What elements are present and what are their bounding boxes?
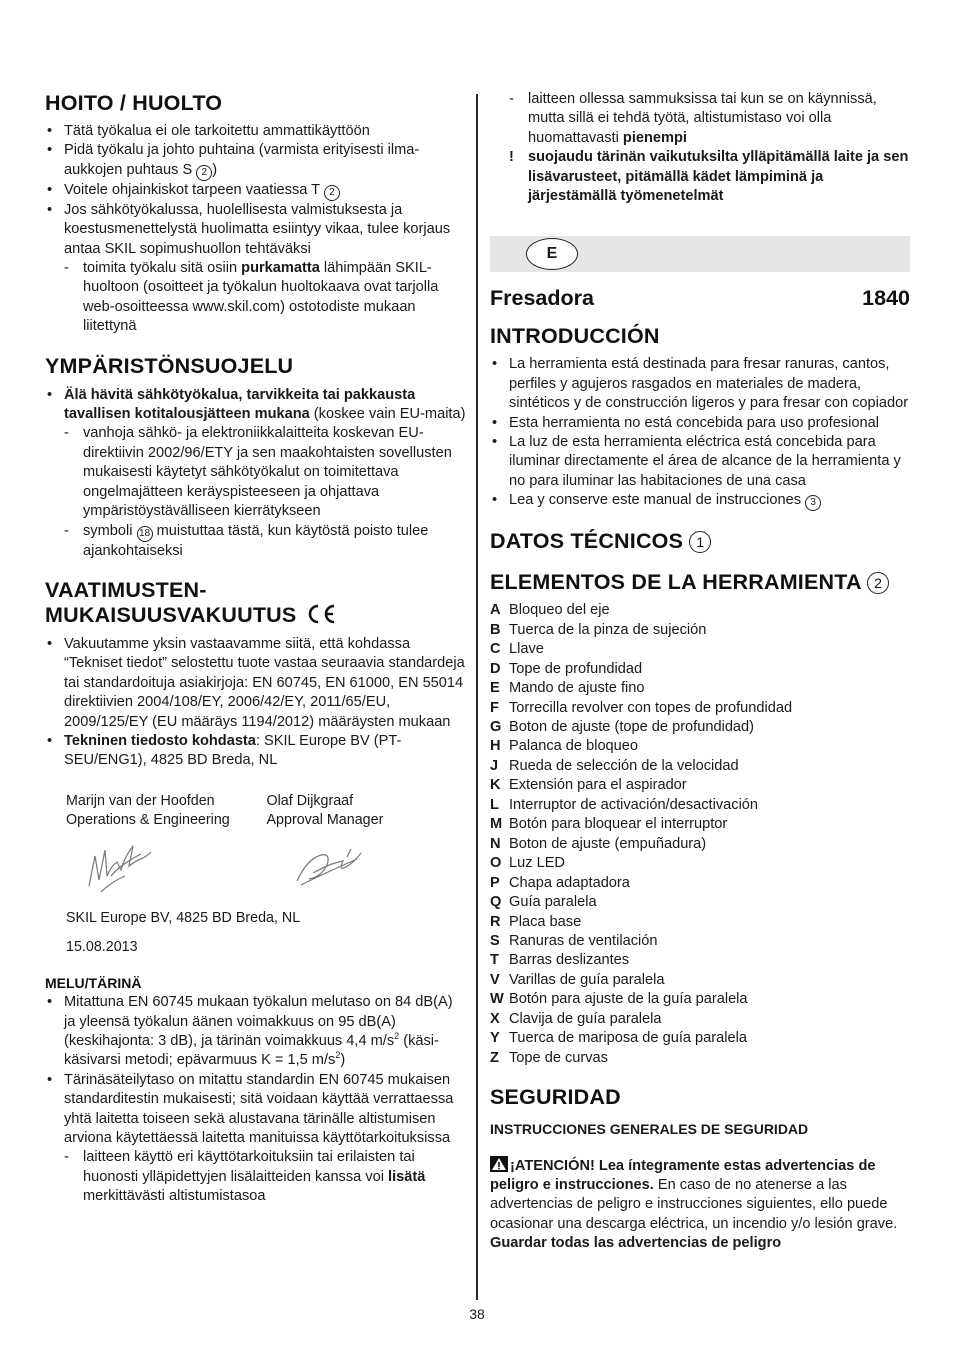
part-item [490, 601, 910, 620]
warning-triangle-icon [490, 1156, 508, 1172]
part-key: J [490, 757, 499, 774]
column-divider [476, 94, 478, 1300]
part-key: W [490, 991, 504, 1008]
part-key: P [490, 874, 500, 891]
part-label: Guía paralela [509, 894, 597, 911]
part-label: Luz LED [509, 855, 565, 872]
part-key: Q [490, 894, 502, 911]
signature-2-image [291, 843, 371, 893]
list-item: • Tärinäsäteilytaso on mitattu standardin EN 60745 mukaisen standarditestin mukaisesti; sitä voidaan käyttää verrattaessa yhtä laitetta toiseen sekä alustavana tärinälle altistumisen arviona käytettäessä laitetta manituissa käyttötarkoituksissa [45, 1071, 467, 1149]
intro-list [490, 355, 910, 511]
part-item [490, 757, 910, 776]
sub-item: - laitteen ollessa sammuksissa tai kun se on käynnissä, mutta sillä ei tehdä työtä, altistumistaso voi olla huomattavasti pienempi [490, 90, 910, 148]
part-item [490, 737, 910, 756]
part-key: Y [490, 1030, 500, 1047]
part-label: Tope de curvas [509, 1049, 608, 1066]
part-item [490, 1049, 910, 1068]
section-title-hoito: HOITO / HUOLTO [45, 91, 223, 115]
part-key: M [490, 816, 503, 833]
part-key: N [490, 835, 501, 852]
company-address: SKIL Europe BV, 4825 BD Breda, NL [66, 909, 301, 926]
part-label: Clavija de guía paralela [509, 1010, 662, 1027]
list-item: • Jos sähkötyökalussa, huolellisesta valmistuksesta ja koestusmenettelystä huolimatta esiintyy vikaa, tulee korjaus antaa SKIL sopimushuollon tehtäväksi [45, 201, 467, 259]
part-label: Rueda de selección de la velocidad [509, 757, 739, 774]
section-title-intro: INTRODUCCIÓN [490, 324, 660, 349]
product-header [490, 286, 910, 311]
figure-ref: 2 [196, 165, 212, 181]
part-item [490, 990, 910, 1009]
part-label: Tuerca de la pinza de sujeción [509, 621, 707, 638]
part-label: Botón para ajuste de la guía paralela [509, 991, 748, 1008]
list-item: • Tekninen tiedosto kohdasta: SKIL Europe BV (PT-SEU/ENG1), 4825 BD Breda, NL [45, 732, 467, 771]
part-key: R [490, 913, 501, 930]
part-item [490, 874, 910, 893]
figure-ref: 2 [324, 185, 340, 201]
list-item: • La herramienta está destinada para fresar ranuras, cantos, perfiles y agujeros rasgados en materiales de madera, sintéticos y de construcción ligeros y para fresar con copiador [490, 355, 910, 413]
signatory-name: Marijn van der Hoofden [66, 792, 215, 809]
list-item: • Vakuutamme yksin vastaavamme siitä, että kohdassa “Tekniset tiedot” selostettu tuote vastaa seuraavia standardeja tai standardoituja asiakirjoja: EN 60745, EN 61000, EN 55014 direktiivien 2004/108/EY, 2006/42/EY, 2011/65/EU, 2009/125/EY (EU määräys 1194/2012) määräysten mukaan [45, 635, 467, 732]
part-key: K [490, 777, 501, 794]
part-label: Palanca de bloqueo [509, 738, 639, 755]
part-label: Tuerca de mariposa de guía paralela [509, 1030, 747, 1047]
part-label: Placa base [509, 913, 582, 930]
signatories [66, 792, 467, 831]
list-item: • Tätä työkalua ei ole tarkoitettu ammattikäyttöön [45, 122, 467, 141]
part-key: V [490, 971, 500, 988]
part-item [490, 1010, 910, 1029]
section-title-vaatimus: VAATIMUSTEN- MUKAISUUSVAKUUTUS [45, 578, 467, 628]
part-item [490, 893, 910, 912]
list-item: • La luz de esta herramienta eléctrica está concebida para iluminar directamente el área de alcance de la herramienta y no para iluminar las habitaciones de una casa [490, 433, 910, 491]
section-title-elementos: ELEMENTOS DE LA HERRAMIENTA 2 [490, 570, 910, 595]
part-label: Varillas de guía paralela [509, 971, 665, 988]
part-item [490, 776, 910, 795]
list-item: • Mitattuna EN 60745 mukaan työkalun melutaso on 84 dB(A) ja yleensä työkalun äänen voimakkuus on 95 dB(A) (keskihajonta: 3 dB), ja tärinän voimakkuus 4,4 $m/s^2$ (käsi-käsivarsi metodi; epävarmuus K = 1,5 $m/s^2$) [45, 993, 467, 1071]
hoito-list [45, 122, 467, 337]
part-key: H [490, 738, 501, 755]
product-name: Fresadora [490, 286, 594, 311]
language-bar [490, 236, 910, 272]
part-item [490, 640, 910, 659]
figure-ref: 18 [137, 526, 153, 542]
warning-item: ! suojaudu tärinän vaikutuksilta ylläpitämällä laite ja sen lisävarusteet, pitämällä kädet lämpiminä ja järjestämällä työmenetelmät [490, 148, 910, 206]
signatory-name: Olaf Dijkgraaf [266, 792, 354, 809]
part-label: Boton de ajuste (tope de profundidad) [509, 719, 755, 735]
part-item [490, 718, 910, 737]
part-label: Boton de ajuste (empuñadura) [509, 835, 707, 852]
safety-subtitle: INSTRUCCIONES GENERALES DE SEGURIDAD [490, 1121, 809, 1138]
part-label: Chapa adaptadora [509, 874, 630, 891]
vaatimus-list [45, 635, 467, 771]
part-item [490, 835, 910, 854]
part-item [490, 971, 910, 990]
signatory-role: Approval Manager [266, 812, 384, 829]
list-item: • Esta herramienta no está concebida para uso profesional [490, 414, 910, 433]
part-label: Torrecilla revolver con topes de profundidad [509, 699, 793, 716]
part-key: B [490, 621, 501, 638]
part-key: Z [490, 1049, 499, 1066]
part-item [490, 951, 910, 970]
part-key: L [490, 796, 499, 813]
sub-item: - toimita työkalu sitä osiin purkamatta lähimpään SKIL-huoltoon (osoitteet ja työkalun huoltokaava ovat tarjolla web-osoitteessa www.skil.com) ostotodiste mukaan liitettynä [45, 259, 467, 337]
ce-mark-icon [305, 604, 337, 624]
signatures [45, 831, 467, 909]
figure-ref: 1 [689, 531, 711, 553]
part-label: Ranuras de ventilación [509, 932, 658, 949]
part-key: G [490, 719, 502, 735]
signature-1-image [81, 836, 161, 900]
ymparisto-list [45, 386, 467, 561]
safety-paragraph: ¡ATENCIÓN! Lea íntegramente estas advertencias de peligro e instrucciones. En caso de no atenerse a las advertencias de peligro e instrucciones siguientes, ello puede ocasionar una descarga eléctrica, un incendio y/o lesión grave. Guardar todas las advertencias de peligro [490, 1157, 898, 1252]
section-title-datos: DATOS TÉCNICOS 1 [490, 529, 910, 554]
part-label: Mando de ajuste fino [509, 680, 645, 697]
language-badge: E [526, 238, 578, 270]
declaration-date: 15.08.2013 [66, 939, 138, 956]
sub-item: - laitteen käyttö eri käyttötarkoituksiin tai erilaisten tai huonosti ylläpidettyjen lisälaitteiden kanssa voi lisätä merkittävästi altistumistasoa [45, 1148, 467, 1206]
figure-ref: 2 [867, 572, 889, 594]
section-title-seguridad: SEGURIDAD [490, 1085, 621, 1110]
part-key: E [490, 680, 500, 697]
part-key: C [490, 641, 501, 658]
section-title-melu: MELU/TÄRINÄ [45, 974, 142, 991]
signatory-role: Operations & Engineering [66, 812, 230, 829]
part-item [490, 796, 910, 815]
part-item [490, 660, 910, 679]
section-title-ymparisto: YMPÄRISTÖNSUOJELU [45, 353, 294, 378]
part-key: O [490, 855, 502, 872]
part-key: A [490, 602, 501, 619]
part-label: Barras deslizantes [509, 952, 630, 969]
parts-list [490, 601, 910, 1068]
part-item [490, 621, 910, 640]
part-label: Botón para bloquear el interruptor [509, 816, 728, 833]
page-number: 38 [469, 1306, 485, 1322]
figure-ref: 3 [805, 495, 821, 511]
signatory-1 [66, 792, 267, 831]
list-item: • Pidä työkalu ja johto puhtaina (varmista erityisesti ilma-aukkojen puhtaus S 2 ) [45, 141, 467, 180]
part-item [490, 932, 910, 951]
list-item: • Älä hävitä sähkötyökalua, tarvikkeita tai pakkausta tavallisen kotitalousjätteen mukana (koskee vain EU-maita) [45, 386, 467, 425]
part-label: Llave [509, 641, 544, 658]
part-item [490, 815, 910, 834]
part-label: Tope de profundidad [509, 660, 643, 677]
part-item [490, 1029, 910, 1048]
part-label: Bloqueo del eje [509, 602, 610, 619]
part-key: F [490, 699, 499, 716]
list-item: • Lea y conserve este manual de instrucciones 3 [490, 491, 910, 511]
right-column [490, 90, 910, 1254]
part-item [490, 679, 910, 698]
sub-item: - symboli 18 muistuttaa tästä, kun käytöstä poisto tulee ajankohtaiseksi [45, 522, 467, 561]
melu-list [45, 993, 467, 1206]
part-item [490, 913, 910, 932]
part-key: T [490, 952, 499, 969]
part-label: Interruptor de activación/desactivación [509, 796, 759, 813]
signatory-2 [267, 792, 468, 831]
list-item: • Voitele ohjainkiskot tarpeen vaatiessa T 2 [45, 181, 467, 201]
part-key: X [490, 1010, 500, 1027]
sub-item: - vanhoja sähkö- ja elektroniikkalaitteita koskevan EU-direktiivin 2002/96/ETY ja sen maakohtaisten sovellusten mukaisesti käytetyt sähkötyökalut on toimitettava ongelmajätteen keräyspisteeseen ja ohjattava ympäristöystävälliseen kierrätykseen [45, 424, 467, 521]
part-item [490, 699, 910, 718]
product-model: 1840 [862, 286, 910, 311]
part-item [490, 854, 910, 873]
part-label: Extensión para el aspirador [509, 777, 687, 794]
melu-continued-list [490, 90, 910, 206]
part-key: D [490, 660, 501, 677]
left-column [45, 90, 467, 1207]
part-key: S [490, 932, 500, 949]
